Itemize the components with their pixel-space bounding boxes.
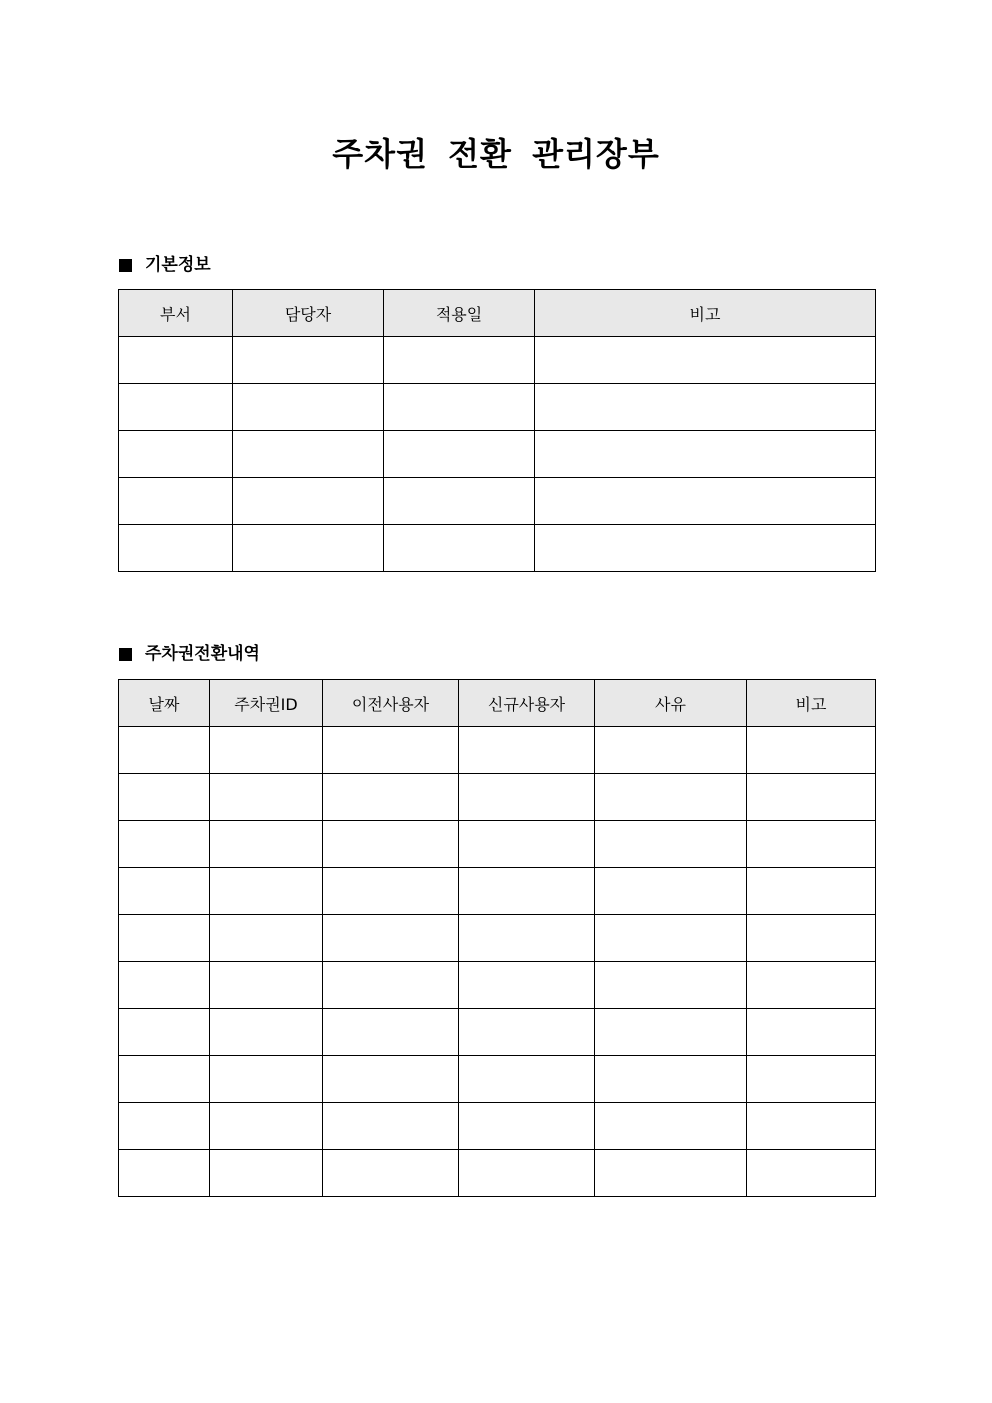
table-header-row	[119, 680, 876, 727]
table-cell[interactable]	[459, 1103, 595, 1150]
table-cell[interactable]	[459, 821, 595, 868]
table-cell[interactable]	[323, 962, 459, 1009]
table-cell[interactable]	[119, 868, 210, 915]
table-cell[interactable]	[233, 525, 384, 572]
square-bullet-icon	[119, 259, 132, 272]
table-cell[interactable]	[459, 915, 595, 962]
table-cell[interactable]	[535, 384, 876, 431]
table-cell[interactable]	[459, 868, 595, 915]
table-cell[interactable]	[323, 1150, 459, 1197]
table-row	[119, 821, 876, 868]
table-cell[interactable]	[384, 525, 535, 572]
table-row	[119, 1009, 876, 1056]
column-header: 사유	[595, 680, 747, 727]
section-heading-basic-info	[119, 253, 211, 277]
table-cell[interactable]	[233, 478, 384, 525]
column-header: 신규사용자	[459, 680, 595, 727]
table-cell[interactable]	[595, 774, 747, 821]
column-header: 비고	[535, 290, 876, 337]
table-cell[interactable]	[595, 821, 747, 868]
table-header-row	[119, 290, 876, 337]
table-cell[interactable]	[323, 774, 459, 821]
section-heading-label: 기본정보	[145, 255, 211, 275]
table-cell[interactable]	[747, 1009, 876, 1056]
table-cell[interactable]	[119, 431, 233, 478]
table-cell[interactable]	[210, 915, 323, 962]
table-cell[interactable]	[459, 1150, 595, 1197]
table-row	[119, 384, 876, 431]
table-cell[interactable]	[119, 525, 233, 572]
basic-info-table	[118, 289, 876, 572]
table-cell[interactable]	[595, 1150, 747, 1197]
table-cell[interactable]	[323, 915, 459, 962]
table-cell[interactable]	[595, 1056, 747, 1103]
table-cell[interactable]	[323, 1009, 459, 1056]
table-cell[interactable]	[595, 962, 747, 1009]
table-cell[interactable]	[535, 337, 876, 384]
table-cell[interactable]	[747, 1103, 876, 1150]
table-cell[interactable]	[747, 868, 876, 915]
table-cell[interactable]	[233, 337, 384, 384]
table-cell[interactable]	[595, 1103, 747, 1150]
table-cell[interactable]	[595, 1009, 747, 1056]
table-cell[interactable]	[459, 1056, 595, 1103]
table-cell[interactable]	[210, 821, 323, 868]
table-cell[interactable]	[119, 727, 210, 774]
table-cell[interactable]	[747, 1056, 876, 1103]
table-cell[interactable]	[535, 525, 876, 572]
table-cell[interactable]	[119, 1009, 210, 1056]
table-cell[interactable]	[747, 821, 876, 868]
table-cell[interactable]	[747, 1150, 876, 1197]
table-row	[119, 1056, 876, 1103]
table-cell[interactable]	[323, 1056, 459, 1103]
table-row	[119, 962, 876, 1009]
table-cell[interactable]	[384, 384, 535, 431]
table-row	[119, 525, 876, 572]
table-cell[interactable]	[119, 774, 210, 821]
table-row	[119, 774, 876, 821]
table-cell[interactable]	[535, 431, 876, 478]
table-cell[interactable]	[595, 727, 747, 774]
table-row	[119, 915, 876, 962]
document-title: 주차권 전환 관리장부	[332, 135, 660, 173]
table-cell[interactable]	[119, 962, 210, 1009]
column-header: 담당자	[233, 290, 384, 337]
column-header: 비고	[747, 680, 876, 727]
table-cell[interactable]	[210, 727, 323, 774]
table-cell[interactable]	[323, 868, 459, 915]
table-cell[interactable]	[595, 915, 747, 962]
table-cell[interactable]	[747, 962, 876, 1009]
section-heading-conversion-history	[119, 642, 260, 666]
table-cell[interactable]	[747, 915, 876, 962]
section-heading-label: 주차권전환내역	[145, 644, 260, 664]
table-cell[interactable]	[119, 478, 233, 525]
table-cell[interactable]	[119, 1150, 210, 1197]
table-cell[interactable]	[119, 1103, 210, 1150]
table-row	[119, 1103, 876, 1150]
column-header: 적용일	[384, 290, 535, 337]
table-cell[interactable]	[323, 1103, 459, 1150]
table-cell[interactable]	[459, 1009, 595, 1056]
table-row	[119, 478, 876, 525]
table-cell[interactable]	[210, 868, 323, 915]
table-row	[119, 337, 876, 384]
table-row	[119, 431, 876, 478]
table-cell[interactable]	[384, 337, 535, 384]
table-cell[interactable]	[210, 962, 323, 1009]
table-cell[interactable]	[747, 774, 876, 821]
table-cell[interactable]	[210, 774, 323, 821]
table-cell[interactable]	[595, 868, 747, 915]
column-header: 날짜	[119, 680, 210, 727]
table-cell[interactable]	[210, 1150, 323, 1197]
table-cell[interactable]	[384, 478, 535, 525]
conversion-history-table	[118, 679, 876, 1197]
table-cell[interactable]	[210, 1009, 323, 1056]
table-cell[interactable]	[323, 821, 459, 868]
column-header: 이전사용자	[323, 680, 459, 727]
table-row	[119, 1150, 876, 1197]
table-cell[interactable]	[384, 431, 535, 478]
table-cell[interactable]	[210, 1056, 323, 1103]
column-header: 주차권ID	[210, 680, 323, 727]
table-cell[interactable]	[747, 727, 876, 774]
table-cell[interactable]	[459, 774, 595, 821]
table-row	[119, 727, 876, 774]
table-cell[interactable]	[233, 431, 384, 478]
table-cell[interactable]	[459, 727, 595, 774]
table-cell[interactable]	[210, 1103, 323, 1150]
table-cell[interactable]	[119, 821, 210, 868]
table-cell[interactable]	[323, 727, 459, 774]
table-cell[interactable]	[233, 384, 384, 431]
table-cell[interactable]	[535, 478, 876, 525]
table-cell[interactable]	[119, 1056, 210, 1103]
table-cell[interactable]	[119, 337, 233, 384]
table-row	[119, 868, 876, 915]
column-header: 부서	[119, 290, 233, 337]
table-cell[interactable]	[119, 384, 233, 431]
table-cell[interactable]	[119, 915, 210, 962]
table-cell[interactable]	[459, 962, 595, 1009]
square-bullet-icon	[119, 648, 132, 661]
